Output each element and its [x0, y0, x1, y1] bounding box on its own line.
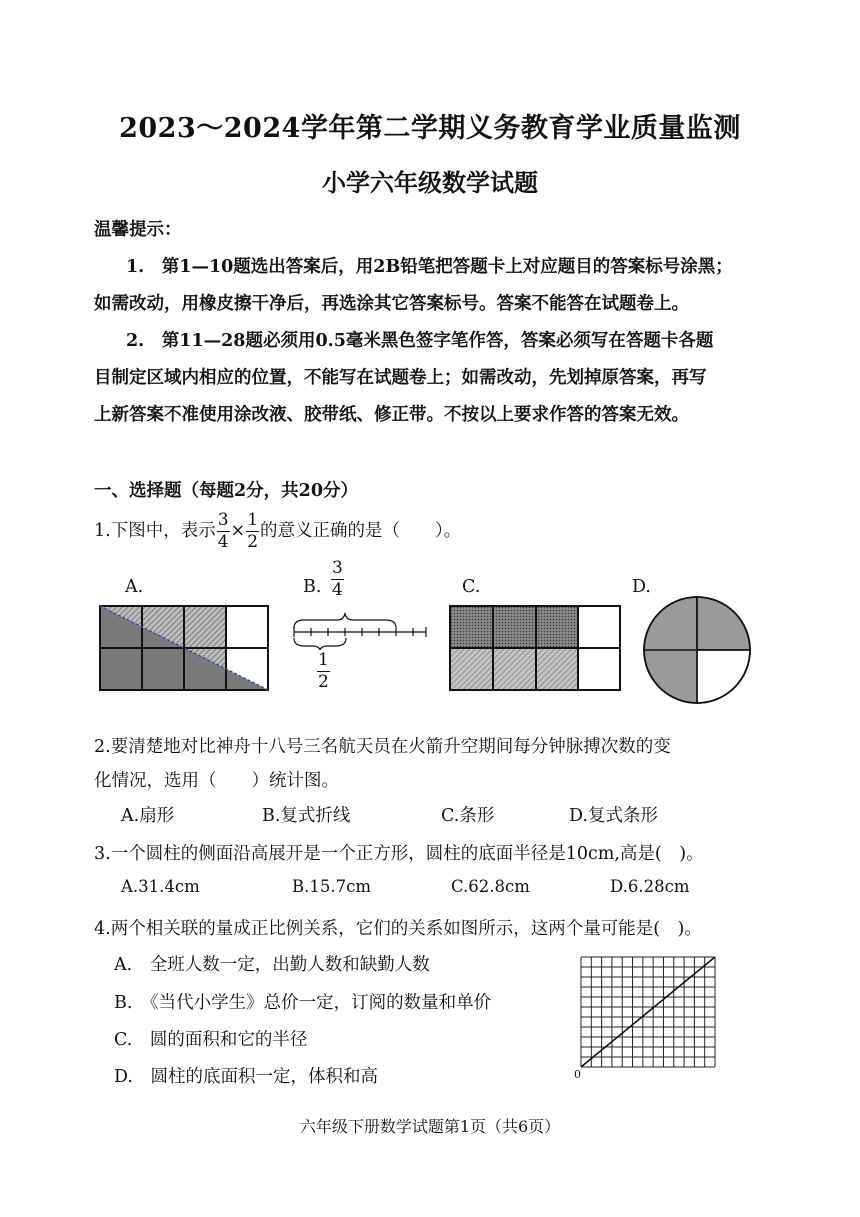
- q4-option-b[interactable]: B. 《当代小学生》总价一定，订阅的数量和单价: [114, 993, 492, 1013]
- q1-fraction-1: $\frac{3}{4}$: [217, 510, 229, 552]
- q1-b-top-brace: [294, 613, 396, 628]
- q4-option-a[interactable]: A. 全班人数一定，出勤人数和缺勤人数: [114, 955, 430, 975]
- q1-figure-a: [100, 606, 270, 692]
- q2-option-d[interactable]: D.复式条形: [569, 806, 658, 826]
- notice-item2-line2: 目制定区域内相应的位置，不能写在试题卷上；如需改动，先划掉原答案，再写: [94, 368, 707, 388]
- section-heading: 一、选择题（每题2分，共20分）: [94, 481, 359, 501]
- q2-option-a[interactable]: A.扇形: [121, 806, 175, 826]
- q1-times: ×: [230, 521, 246, 541]
- q4-option-c[interactable]: C. 圆的面积和它的半径: [114, 1030, 308, 1050]
- q1-option-c-label[interactable]: C.: [462, 577, 481, 597]
- q2-option-c[interactable]: C.条形: [441, 806, 495, 826]
- q4-graph-line: [581, 957, 715, 1067]
- question-2-line1: 2.要清楚地对比神舟十八号三名航天员在火箭升空期间每分钟脉搏次数的变: [94, 737, 671, 757]
- q3-option-d[interactable]: D.6.28cm: [610, 877, 690, 896]
- q1-figure-d: [642, 595, 754, 707]
- notice-item2-line1: 2. 第11—28题必须用0.5毫米黑色签字笔作答，答案必须写在答题卡各题: [126, 331, 714, 351]
- question-3-line1: 3.一个圆柱的侧面沿高展开是一个正方形，圆柱的底面半径是10cm,高是( )。: [94, 844, 704, 864]
- q1-b-bottom-fraction: $\frac{1}{2}$: [318, 650, 329, 692]
- question-4-line1: 4.两个相关联的量成正比例关系，它们的关系如图所示，这两个量可能是( )。: [94, 919, 702, 939]
- question-2-line2: 化情况，选用（ ）统计图。: [94, 771, 339, 791]
- notice-item2-line3: 上新答案不准使用涂改液、胶带纸、修正带。不按以上要求作答的答案无效。: [94, 405, 689, 425]
- q2-option-b[interactable]: B.复式折线: [262, 806, 351, 826]
- page-footer: 六年级下册数学试题第1页（共6页）: [299, 1117, 561, 1136]
- q1-suffix: 的意义正确的是（ ）。: [260, 521, 462, 541]
- q3-option-b[interactable]: B.15.7cm: [292, 877, 371, 896]
- q3-option-a[interactable]: A.31.4cm: [121, 877, 200, 896]
- q1-c-top-shaded: [450, 606, 578, 648]
- q1-figure-c: [450, 606, 622, 692]
- q4-graph-origin-label: 0: [574, 1068, 581, 1081]
- q1-c-bottom-shaded: [450, 648, 578, 690]
- q4-option-d[interactable]: D. 圆柱的底面积一定，体积和高: [114, 1067, 378, 1087]
- q3-option-c[interactable]: C.62.8cm: [451, 877, 530, 896]
- q1-figure-b: [292, 610, 432, 650]
- notice-item1-line1: 1. 第1—10题选出答案后，用2B铅笔把答题卡上对应题目的答案标号涂黑；: [126, 257, 733, 277]
- page-title: 2023～2024学年第二学期义务教育学业质量监测: [119, 113, 741, 144]
- question-1: [94, 512, 461, 551]
- q1-fraction-2: $\frac{1}{2}$: [247, 510, 259, 552]
- page-subtitle: 小学六年级数学试题: [322, 168, 538, 197]
- q1-option-a-label[interactable]: A.: [125, 577, 144, 597]
- q1-option-d-label[interactable]: D.: [632, 577, 651, 597]
- q1-option-b-label[interactable]: B.: [303, 577, 322, 597]
- q4-proportion-graph: [574, 955, 724, 1075]
- q1-prefix: 1.下图中，表示: [94, 521, 216, 541]
- notice-heading: 温馨提示：: [94, 220, 182, 240]
- q1-b-top-fraction: $\frac{3}{4}$: [332, 558, 343, 600]
- q1-b-bottom-brace: [294, 638, 346, 650]
- notice-item1-line2: 如需改动，用橡皮擦干净后，再选涂其它答案标号。答案不能答在试题卷上。: [94, 294, 689, 314]
